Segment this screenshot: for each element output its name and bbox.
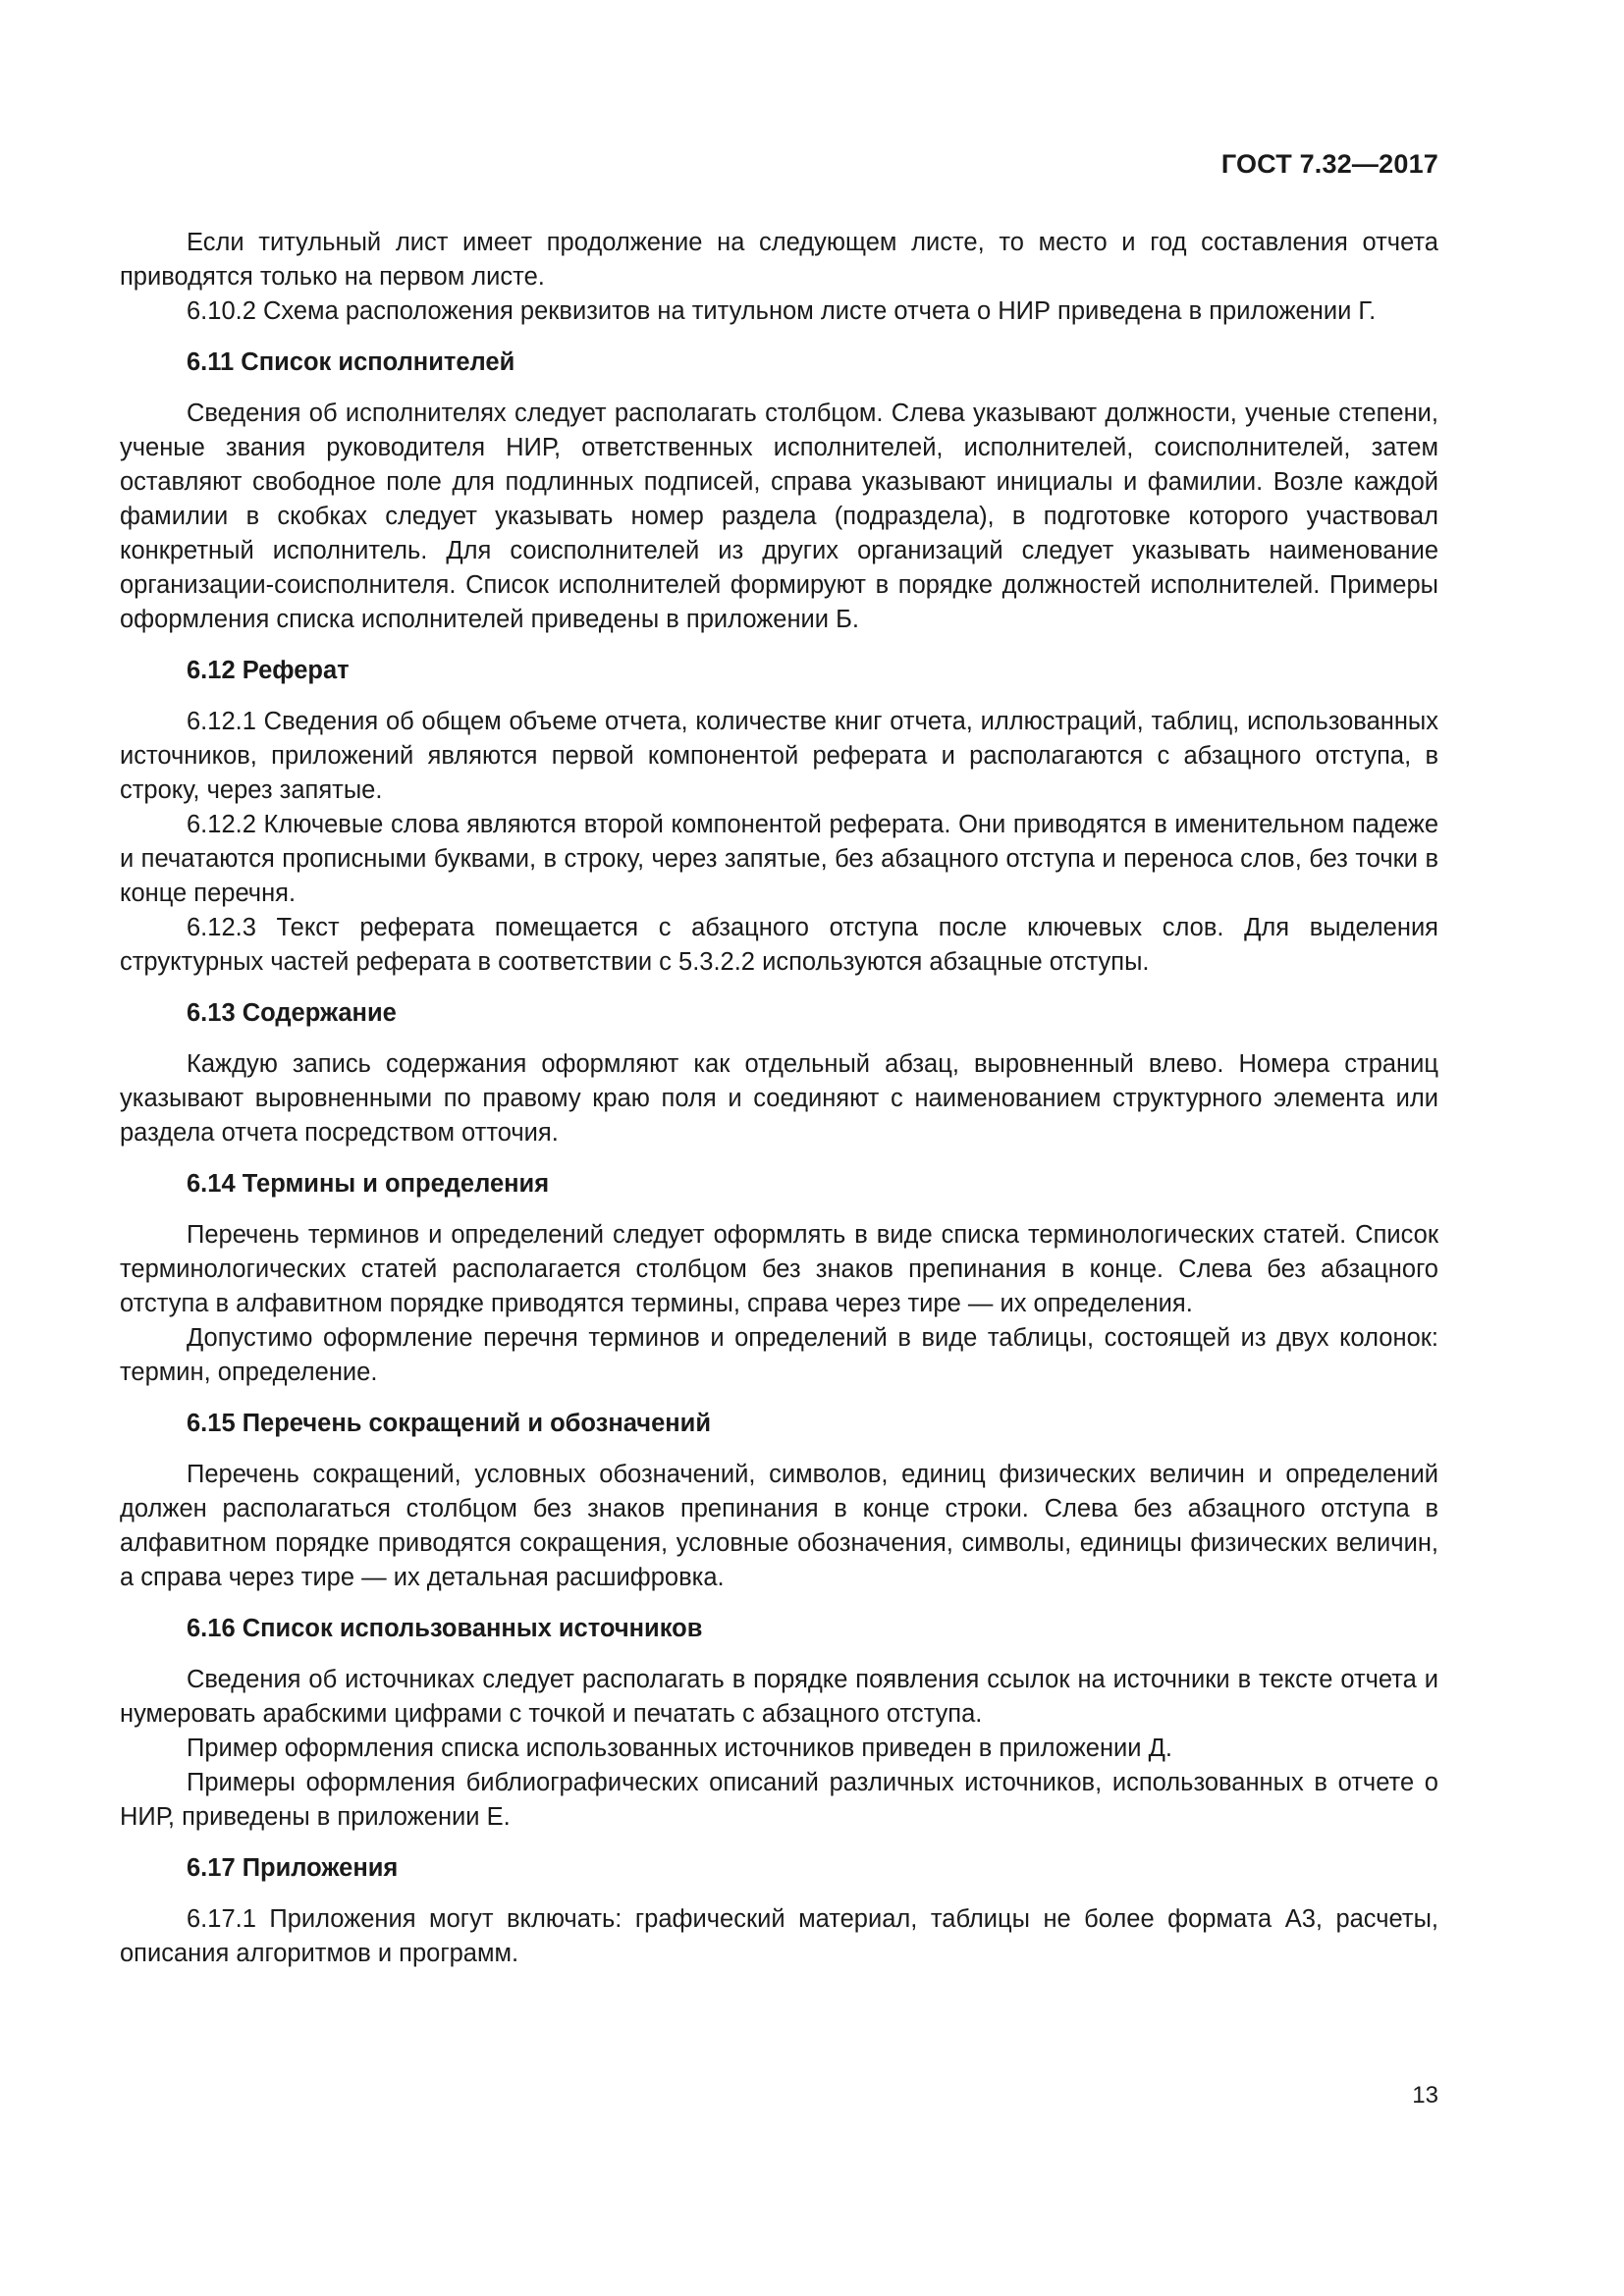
section-heading: 6.13 Содержание [187, 999, 397, 1027]
section-heading: 6.17 Приложения [187, 1854, 399, 1882]
page-body [120, 226, 1438, 1971]
body-paragraph: Перечень сокращений, условных обозначений, символов, единиц физических величин и определений должен располагаться столбцом без знаков препинания в конце строки. Слева без абзацного отступа в алфавитном порядке приводятся сокращения, условные обозначения, символы, единицы физических величин, а справа через тире — их детальная расшифровка. [120, 1461, 1438, 1591]
body-paragraph: Допустимо оформление перечня терминов и определений в виде таблицы, состоящей из двух колонок: термин, определение. [120, 1324, 1438, 1386]
section-heading: 6.15 Перечень сокращений и обозначений [187, 1410, 712, 1437]
body-paragraph: Пример оформления списка использованных источников приведен в приложении Д. [187, 1735, 1172, 1762]
section-heading: 6.12 Реферат [187, 657, 350, 684]
body-paragraph: Если титульный лист имеет продолжение на следующем листе, то место и год составления отчета приводятся только на первом листе. [120, 229, 1438, 291]
body-paragraph: 6.12.3 Текст реферата помещается с абзацного отступа после ключевых слов. Для выделения структурных частей реферата в соответствии с 5.3.2.2 используются абзацные отступы. [120, 914, 1438, 976]
body-paragraph: 6.10.2 Схема расположения реквизитов на титульном листе отчета о НИР приведена в приложении Г. [187, 297, 1377, 325]
page-number: 13 [1412, 2082, 1438, 2109]
section-heading: 6.11 Список исполнителей [187, 348, 515, 376]
body-paragraph: Каждую запись содержания оформляют как отдельный абзац, выровненный влево. Номера страниц указывают выровненными по правому краю поля и соединяют с наименованием структурного элемента или раздела отчета посредством отточия. [120, 1050, 1438, 1147]
section-heading: 6.14 Термины и определения [187, 1170, 550, 1198]
body-paragraph: Перечень терминов и определений следует оформлять в виде списка терминологических статей. Список терминологических статей располагается столбцом без знаков препинания в конце. Слева без абзацного отступа в алфавитном порядке приводятся термины, справа через тире — их определения. [120, 1221, 1438, 1317]
body-paragraph: 6.12.1 Сведения об общем объеме отчета, количестве книг отчета, иллюстраций, таблиц, использованных источников, приложений являются первой компонентой реферата и располагаются с абзацного отступа, в строку, через запятые. [120, 708, 1438, 804]
body-paragraph: Сведения об исполнителях следует располагать столбцом. Слева указывают должности, ученые степени, ученые звания руководителя НИР, ответственных исполнителей, исполнителей, соисполнителей, затем оставляют свободное поле для подлинных подписей, справа указывают инициалы и фамилии. Возле каждой фамилии в скобках следует указывать номер раздела (подраздела), в подготовке которого участвовал конкретный исполнитель. Для соисполнителей из других организаций следует указывать наименование организации-соисполнителя. Список исполнителей формируют в порядке должностей исполнителей. Примеры оформления списка исполнителей приведены в приложении Б. [120, 400, 1438, 633]
body-paragraph: 6.12.2 Ключевые слова являются второй компонентой реферата. Они приводятся в именительном падеже и печатаются прописными буквами, в строку, через запятые, без абзацного отступа и переноса слов, без точки в конце перечня. [120, 811, 1438, 907]
body-paragraph: Сведения об источниках следует располагать в порядке появления ссылок на источники в тексте отчета и нумеровать арабскими цифрами с точкой и печатать с абзацного отступа. [120, 1666, 1438, 1728]
body-paragraph: Примеры оформления библиографических описаний различных источников, использованных в отчете о НИР, приведены в приложении Е. [120, 1769, 1438, 1831]
page-header-standard: ГОСТ 7.32—2017 [1220, 149, 1438, 179]
body-paragraph: 6.17.1 Приложения могут включать: графический материал, таблицы не более формата А3, расчеты, описания алгоритмов и программ. [120, 1905, 1438, 1967]
section-heading: 6.16 Список использованных источников [187, 1615, 703, 1642]
